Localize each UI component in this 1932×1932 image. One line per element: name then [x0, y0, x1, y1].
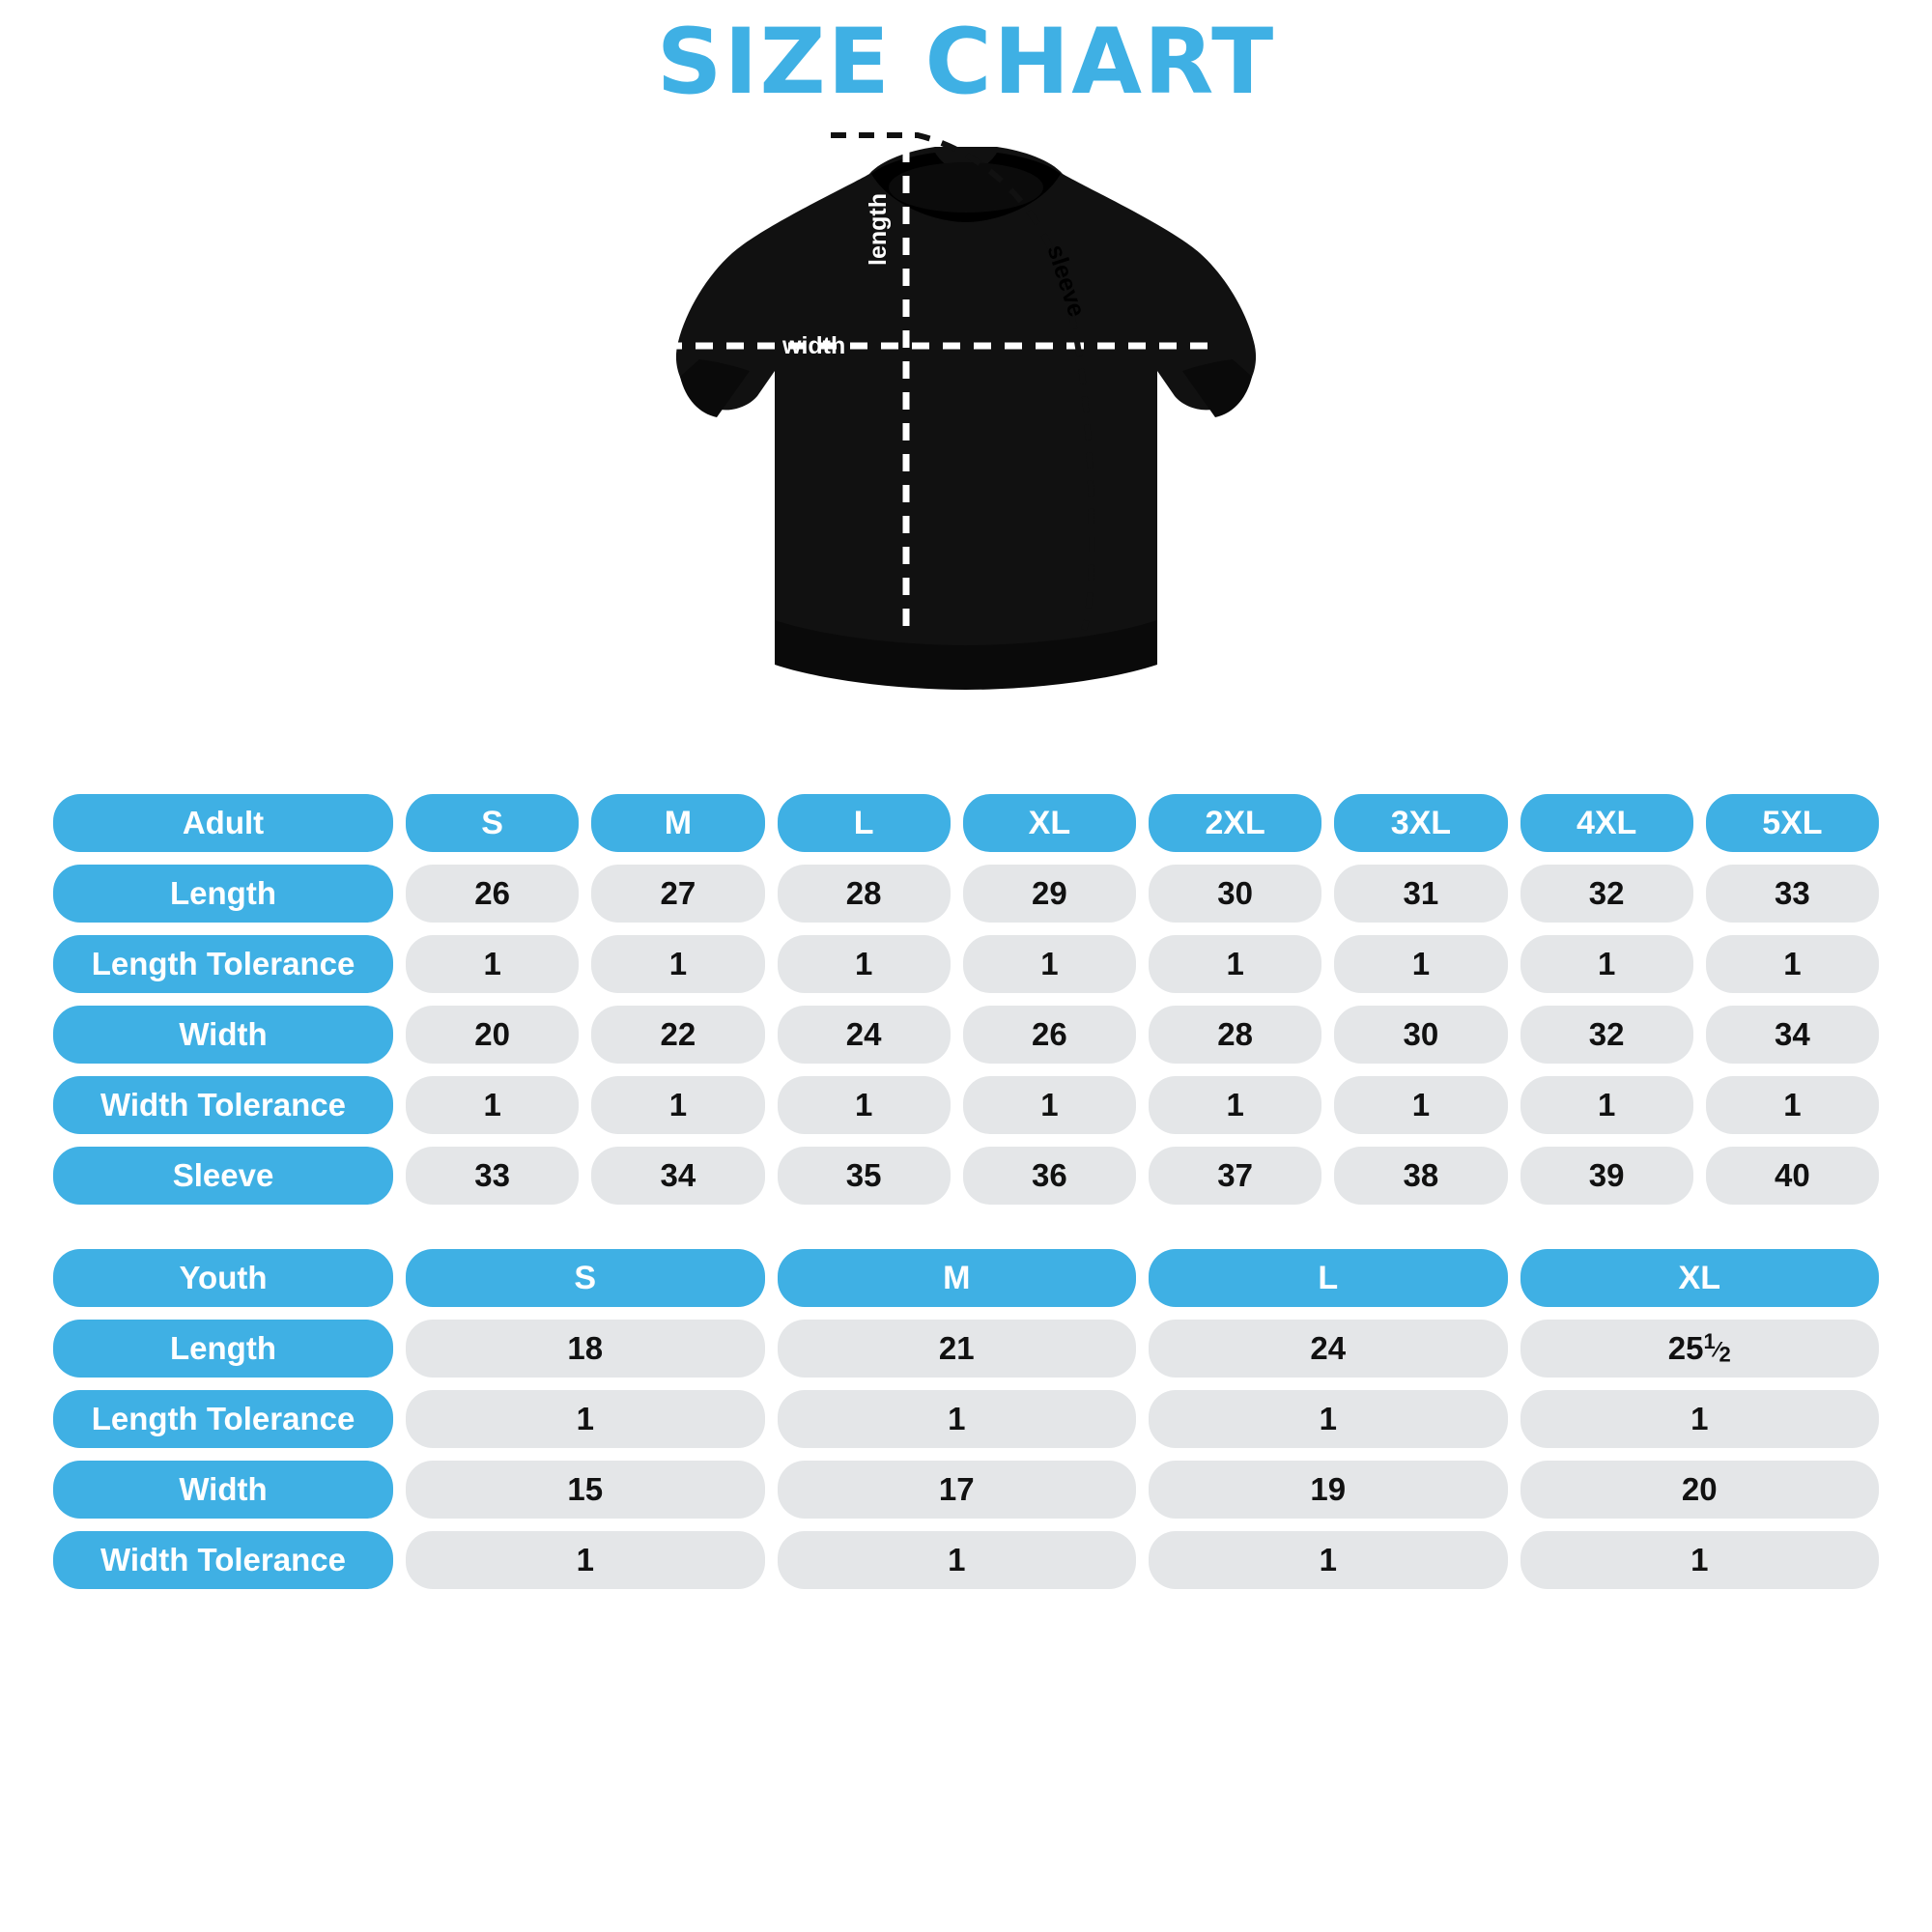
table-row [53, 935, 1879, 993]
adult-width-5xl: 34 [1706, 1006, 1879, 1064]
youth-length-s: 18 [406, 1320, 765, 1378]
adult-size-table [53, 794, 1879, 1205]
adult-length-l: 28 [778, 865, 951, 923]
adult-length-tol-5xl: 1 [1706, 935, 1879, 993]
sweatshirt-graphic [628, 118, 1304, 784]
adult-size-header-m: M [591, 794, 764, 852]
adult-length-4xl: 32 [1520, 865, 1693, 923]
adult-sleeve-s: 33 [406, 1147, 579, 1205]
adult-width-m: 22 [591, 1006, 764, 1064]
adult-width-l: 24 [778, 1006, 951, 1064]
table-row [53, 865, 1879, 923]
table-row [53, 1461, 1879, 1519]
adult-size-header-xl: XL [963, 794, 1136, 852]
row-label-length: Length [53, 865, 393, 923]
adult-size-header-3xl: 3XL [1334, 794, 1507, 852]
adult-width-tol-5xl: 1 [1706, 1076, 1879, 1134]
youth-length-m: 21 [778, 1320, 1137, 1378]
adult-width-tol-4xl: 1 [1520, 1076, 1693, 1134]
youth-length-tol-l: 1 [1149, 1390, 1508, 1448]
adult-size-header-4xl: 4XL [1520, 794, 1693, 852]
adult-sleeve-5xl: 40 [1706, 1147, 1879, 1205]
youth-size-table [53, 1249, 1879, 1589]
adult-length-tol-m: 1 [591, 935, 764, 993]
adult-length-3xl: 31 [1334, 865, 1507, 923]
youth-length-tol-xl: 1 [1520, 1390, 1880, 1448]
adult-width-3xl: 30 [1334, 1006, 1507, 1064]
adult-length-5xl: 33 [1706, 865, 1879, 923]
table-row [53, 1076, 1879, 1134]
adult-size-header-l: L [778, 794, 951, 852]
adult-length-tol-3xl: 1 [1334, 935, 1507, 993]
sleeve-label: sleeve [1041, 242, 1091, 321]
adult-length-s: 26 [406, 865, 579, 923]
adult-width-4xl: 32 [1520, 1006, 1693, 1064]
table-header-row [53, 794, 1879, 852]
adult-length-xl: 29 [963, 865, 1136, 923]
row-label-width-tolerance: Width Tolerance [53, 1531, 393, 1589]
adult-size-header-5xl: 5XL [1706, 794, 1879, 852]
youth-width-s: 15 [406, 1461, 765, 1519]
row-label-width-tolerance: Width Tolerance [53, 1076, 393, 1134]
adult-size-header-s: S [406, 794, 579, 852]
table-header-row [53, 1249, 1879, 1307]
youth-width-tol-xl: 1 [1520, 1531, 1880, 1589]
row-label-length-tolerance: Length Tolerance [53, 935, 393, 993]
row-label-width: Width [53, 1461, 393, 1519]
adult-size-header-2xl: 2XL [1149, 794, 1321, 852]
adult-sleeve-3xl: 38 [1334, 1147, 1507, 1205]
youth-size-header-m: M [778, 1249, 1137, 1307]
adult-width-tol-2xl: 1 [1149, 1076, 1321, 1134]
adult-length-tol-l: 1 [778, 935, 951, 993]
youth-size-header-xl: XL [1520, 1249, 1880, 1307]
table-row [53, 1006, 1879, 1064]
table-row [53, 1531, 1879, 1589]
width-label: width [782, 332, 846, 359]
page-title: SIZE CHART [656, 10, 1276, 115]
adult-width-tol-xl: 1 [963, 1076, 1136, 1134]
garment-illustration [53, 118, 1879, 794]
youth-size-header-l: L [1149, 1249, 1508, 1307]
adult-corner-label: Adult [53, 794, 393, 852]
table-row [53, 1320, 1879, 1378]
adult-width-tol-m: 1 [591, 1076, 764, 1134]
youth-width-l: 19 [1149, 1461, 1508, 1519]
youth-width-tol-s: 1 [406, 1531, 765, 1589]
adult-width-tol-s: 1 [406, 1076, 579, 1134]
youth-length-xl: 25 $^1⁄_2$ [1520, 1320, 1880, 1378]
adult-length-m: 27 [591, 865, 764, 923]
adult-sleeve-4xl: 39 [1520, 1147, 1693, 1205]
youth-width-tol-l: 1 [1149, 1531, 1508, 1589]
youth-width-tol-m: 1 [778, 1531, 1137, 1589]
youth-length-l: 24 [1149, 1320, 1508, 1378]
adult-sleeve-l: 35 [778, 1147, 951, 1205]
youth-length-tol-s: 1 [406, 1390, 765, 1448]
adult-length-tol-s: 1 [406, 935, 579, 993]
youth-width-m: 17 [778, 1461, 1137, 1519]
row-label-length: Length [53, 1320, 393, 1378]
length-label: length [865, 193, 892, 266]
adult-sleeve-xl: 36 [963, 1147, 1136, 1205]
adult-sleeve-2xl: 37 [1149, 1147, 1321, 1205]
table-row [53, 1147, 1879, 1205]
row-label-length-tolerance: Length Tolerance [53, 1390, 393, 1448]
row-label-width: Width [53, 1006, 393, 1064]
adult-width-tol-3xl: 1 [1334, 1076, 1507, 1134]
youth-width-xl: 20 [1520, 1461, 1880, 1519]
row-label-sleeve: Sleeve [53, 1147, 393, 1205]
adult-length-tol-2xl: 1 [1149, 935, 1321, 993]
adult-sleeve-m: 34 [591, 1147, 764, 1205]
youth-length-tol-m: 1 [778, 1390, 1137, 1448]
table-row [53, 1390, 1879, 1448]
youth-corner-label: Youth [53, 1249, 393, 1307]
adult-length-2xl: 30 [1149, 865, 1321, 923]
adult-width-2xl: 28 [1149, 1006, 1321, 1064]
adult-width-s: 20 [406, 1006, 579, 1064]
adult-width-xl: 26 [963, 1006, 1136, 1064]
adult-length-tol-4xl: 1 [1520, 935, 1693, 993]
adult-width-tol-l: 1 [778, 1076, 951, 1134]
adult-length-tol-xl: 1 [963, 935, 1136, 993]
youth-size-header-s: S [406, 1249, 765, 1307]
